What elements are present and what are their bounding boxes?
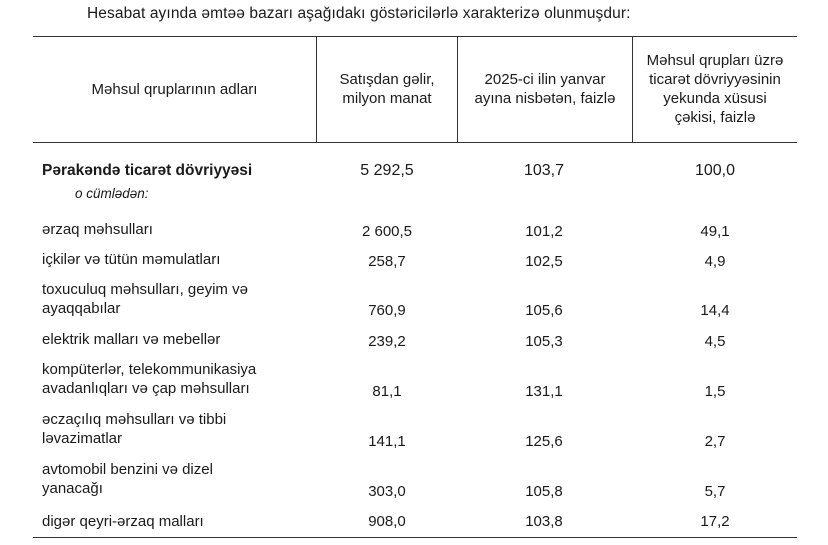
table-row-revenue: 141,1 xyxy=(368,433,406,450)
table-row-index: 105,6 xyxy=(525,302,563,319)
header-divider-3 xyxy=(632,36,633,142)
table-row-revenue: 2 600,5 xyxy=(361,223,413,240)
header-product-groups: Məhsul qruplarının adları xyxy=(91,80,258,98)
table-bottom-rule xyxy=(33,537,797,538)
table-row-share: 49,1 xyxy=(700,223,730,240)
table-row-name: toxuculuq məhsulları, geyim və ayaqqabılar xyxy=(42,281,248,317)
table-row-name: digər qeyri-ərzaq malları xyxy=(42,513,204,530)
table-row-name: əczaçılıq məhsulları və tibbi ləvazimatlar xyxy=(42,411,227,447)
table-row-share: 5,7 xyxy=(704,483,726,500)
header-share: Məhsul qrupları üzrə ticarət dövriyyəsinin yekunda xüsusi çəkisi, faizlə xyxy=(646,52,784,126)
table-row-name: kompüterlər, telekommunikasiya avadanlıqları və çap məhsulları xyxy=(42,361,257,397)
table-row-name: avtomobil benzini və dizel yanacağı xyxy=(42,461,213,497)
table-row-share: 1,5 xyxy=(704,383,726,400)
table-row-index: 131,1 xyxy=(525,383,563,400)
table-row-index: 102,5 xyxy=(525,253,563,270)
table-row-share: 17,2 xyxy=(700,513,730,530)
total-row-name: Pərakəndə ticarət dövriyyəsi xyxy=(42,162,253,179)
table-row-index: 105,8 xyxy=(525,483,563,500)
table-row-name: elektrik malları və mebellər xyxy=(42,331,221,348)
total-row-share: 100,0 xyxy=(694,162,736,179)
table-row-name: içkilər və tütün məmulatları xyxy=(42,251,221,268)
table-row-index: 105,3 xyxy=(525,333,563,350)
table-row-index: 103,8 xyxy=(525,513,563,530)
total-row-index: 103,7 xyxy=(523,162,565,179)
table-row-index: 101,2 xyxy=(525,223,563,240)
subtitle-including: o cümlədən: xyxy=(75,186,149,201)
header-revenue: Satışdan gəlir, milyon manat xyxy=(339,71,435,107)
table-row-share: 2,7 xyxy=(704,433,726,450)
table-row-share: 4,5 xyxy=(704,333,726,350)
table-row-name: ərzaq məhsulları xyxy=(42,221,153,238)
table-row-revenue: 81,1 xyxy=(372,383,402,400)
header-divider-1 xyxy=(316,36,317,142)
header-index: 2025-ci ilin yanvar ayına nisbətən, faizlə xyxy=(474,71,616,107)
table-row-revenue: 303,0 xyxy=(368,483,406,500)
table-row-share: 14,4 xyxy=(700,302,730,319)
table-row-revenue: 258,7 xyxy=(368,253,406,270)
table-row-revenue: 239,2 xyxy=(368,333,406,350)
header-divider-2 xyxy=(457,36,458,142)
table-row-revenue: 760,9 xyxy=(368,302,406,319)
table-row-revenue: 908,0 xyxy=(368,513,406,530)
table-caption: Hesabat ayında əmtəə bazarı aşağıdakı göstəricilərlə xarakterizə olunmuşdur: xyxy=(87,5,631,22)
header-bottom-rule xyxy=(33,142,797,143)
table-row-index: 125,6 xyxy=(525,433,563,450)
table-row-share: 4,9 xyxy=(704,253,726,270)
total-row-revenue: 5 292,5 xyxy=(360,162,414,179)
